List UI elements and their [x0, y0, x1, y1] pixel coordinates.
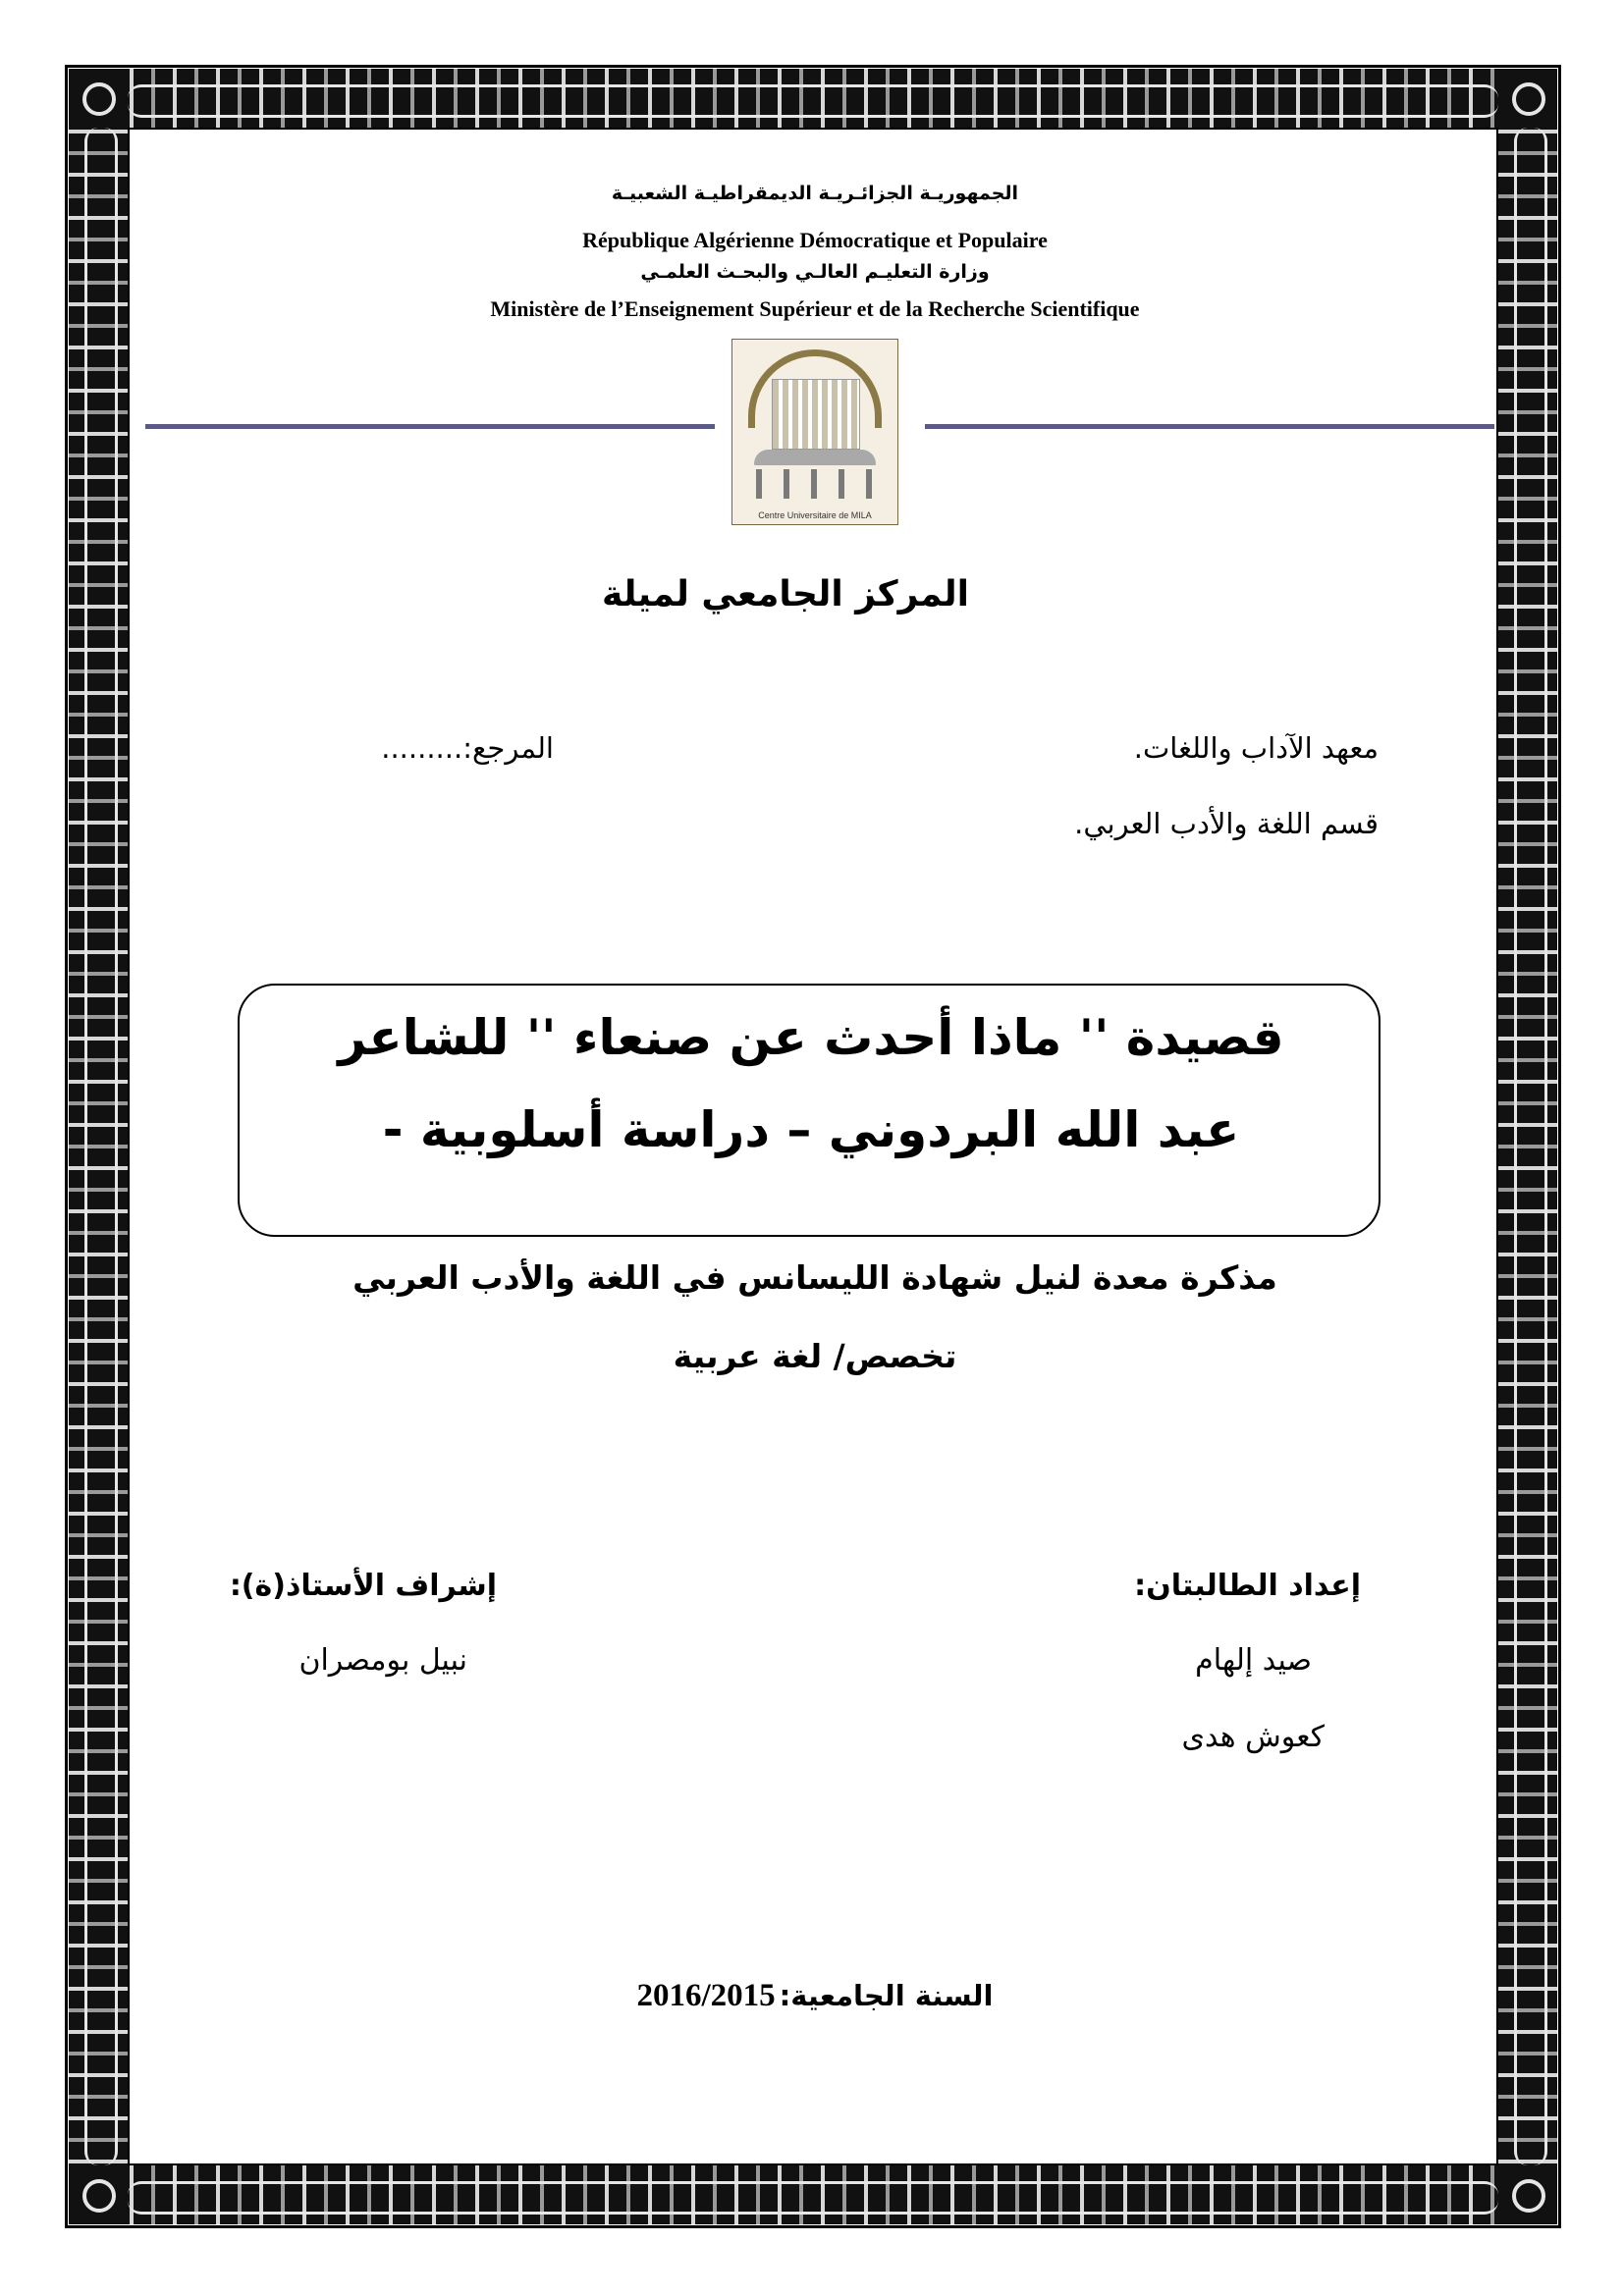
border-ornament-right — [1498, 69, 1557, 2224]
student-name-2: كعوش هدى — [1181, 1720, 1325, 1754]
logo-caption: Centre Universitaire de MILA — [758, 510, 872, 520]
header-rule-right — [925, 424, 1494, 429]
border-ornament-top — [69, 69, 1557, 128]
header-rule-left — [145, 424, 715, 429]
thesis-subtitle: مذكرة معدة لنيل شهادة الليسانس في اللغة والأدب العربي — [352, 1258, 1277, 1297]
academic-year-value: 2016/2015 — [636, 1978, 776, 2013]
institute-name: معهد الآداب واللغات. — [1133, 731, 1379, 765]
specialty: تخصص/ لغة عربية — [673, 1337, 957, 1375]
supervisor-label: إشراف الأستاذ(ة): — [229, 1569, 497, 1603]
department-name: قسم اللغة والأدب العربي. — [1074, 807, 1379, 840]
border-ornament-bottom — [69, 2165, 1557, 2224]
university-building-logo-icon — [731, 339, 898, 525]
corner-circle-icon — [69, 69, 128, 128]
border-ornament-left — [69, 69, 128, 2224]
ministry-arabic: وزارة التعليـم العالـي والبحـث العلمـي — [640, 261, 990, 283]
republic-arabic: الجمهوريـة الجزائـريـة الديمقراطيـة الشعبيـة — [611, 183, 1019, 204]
supervisor-name: نبيل بومصران — [298, 1643, 467, 1678]
ministry-french: Ministère de l’Enseignement Supérieur et de la Recherche Scientifique — [490, 296, 1140, 321]
thesis-title-line-1: قصيدة '' ماذا أحدث عن صنعاء '' للشاعر — [338, 1009, 1284, 1066]
republic-french: République Algérienne Démocratique et Populaire — [582, 228, 1048, 252]
academic-year — [579, 1978, 1051, 2021]
student-name-1: صيد إلهام — [1195, 1643, 1312, 1678]
reference-field: المرجع:......... — [381, 731, 554, 765]
corner-circle-icon — [1498, 2165, 1557, 2224]
corner-circle-icon — [69, 2165, 128, 2224]
institution-name: المركز الجامعي لميلة — [601, 574, 969, 614]
academic-year-label: السنة الجامعية: — [779, 1979, 994, 2012]
thesis-title-box — [238, 984, 1380, 1237]
students-label: إعداد الطالبتان: — [1134, 1569, 1361, 1603]
thesis-title-line-2: عبد الله البردوني – دراسة أسلوبية - — [382, 1101, 1240, 1158]
corner-circle-icon — [1498, 69, 1557, 128]
